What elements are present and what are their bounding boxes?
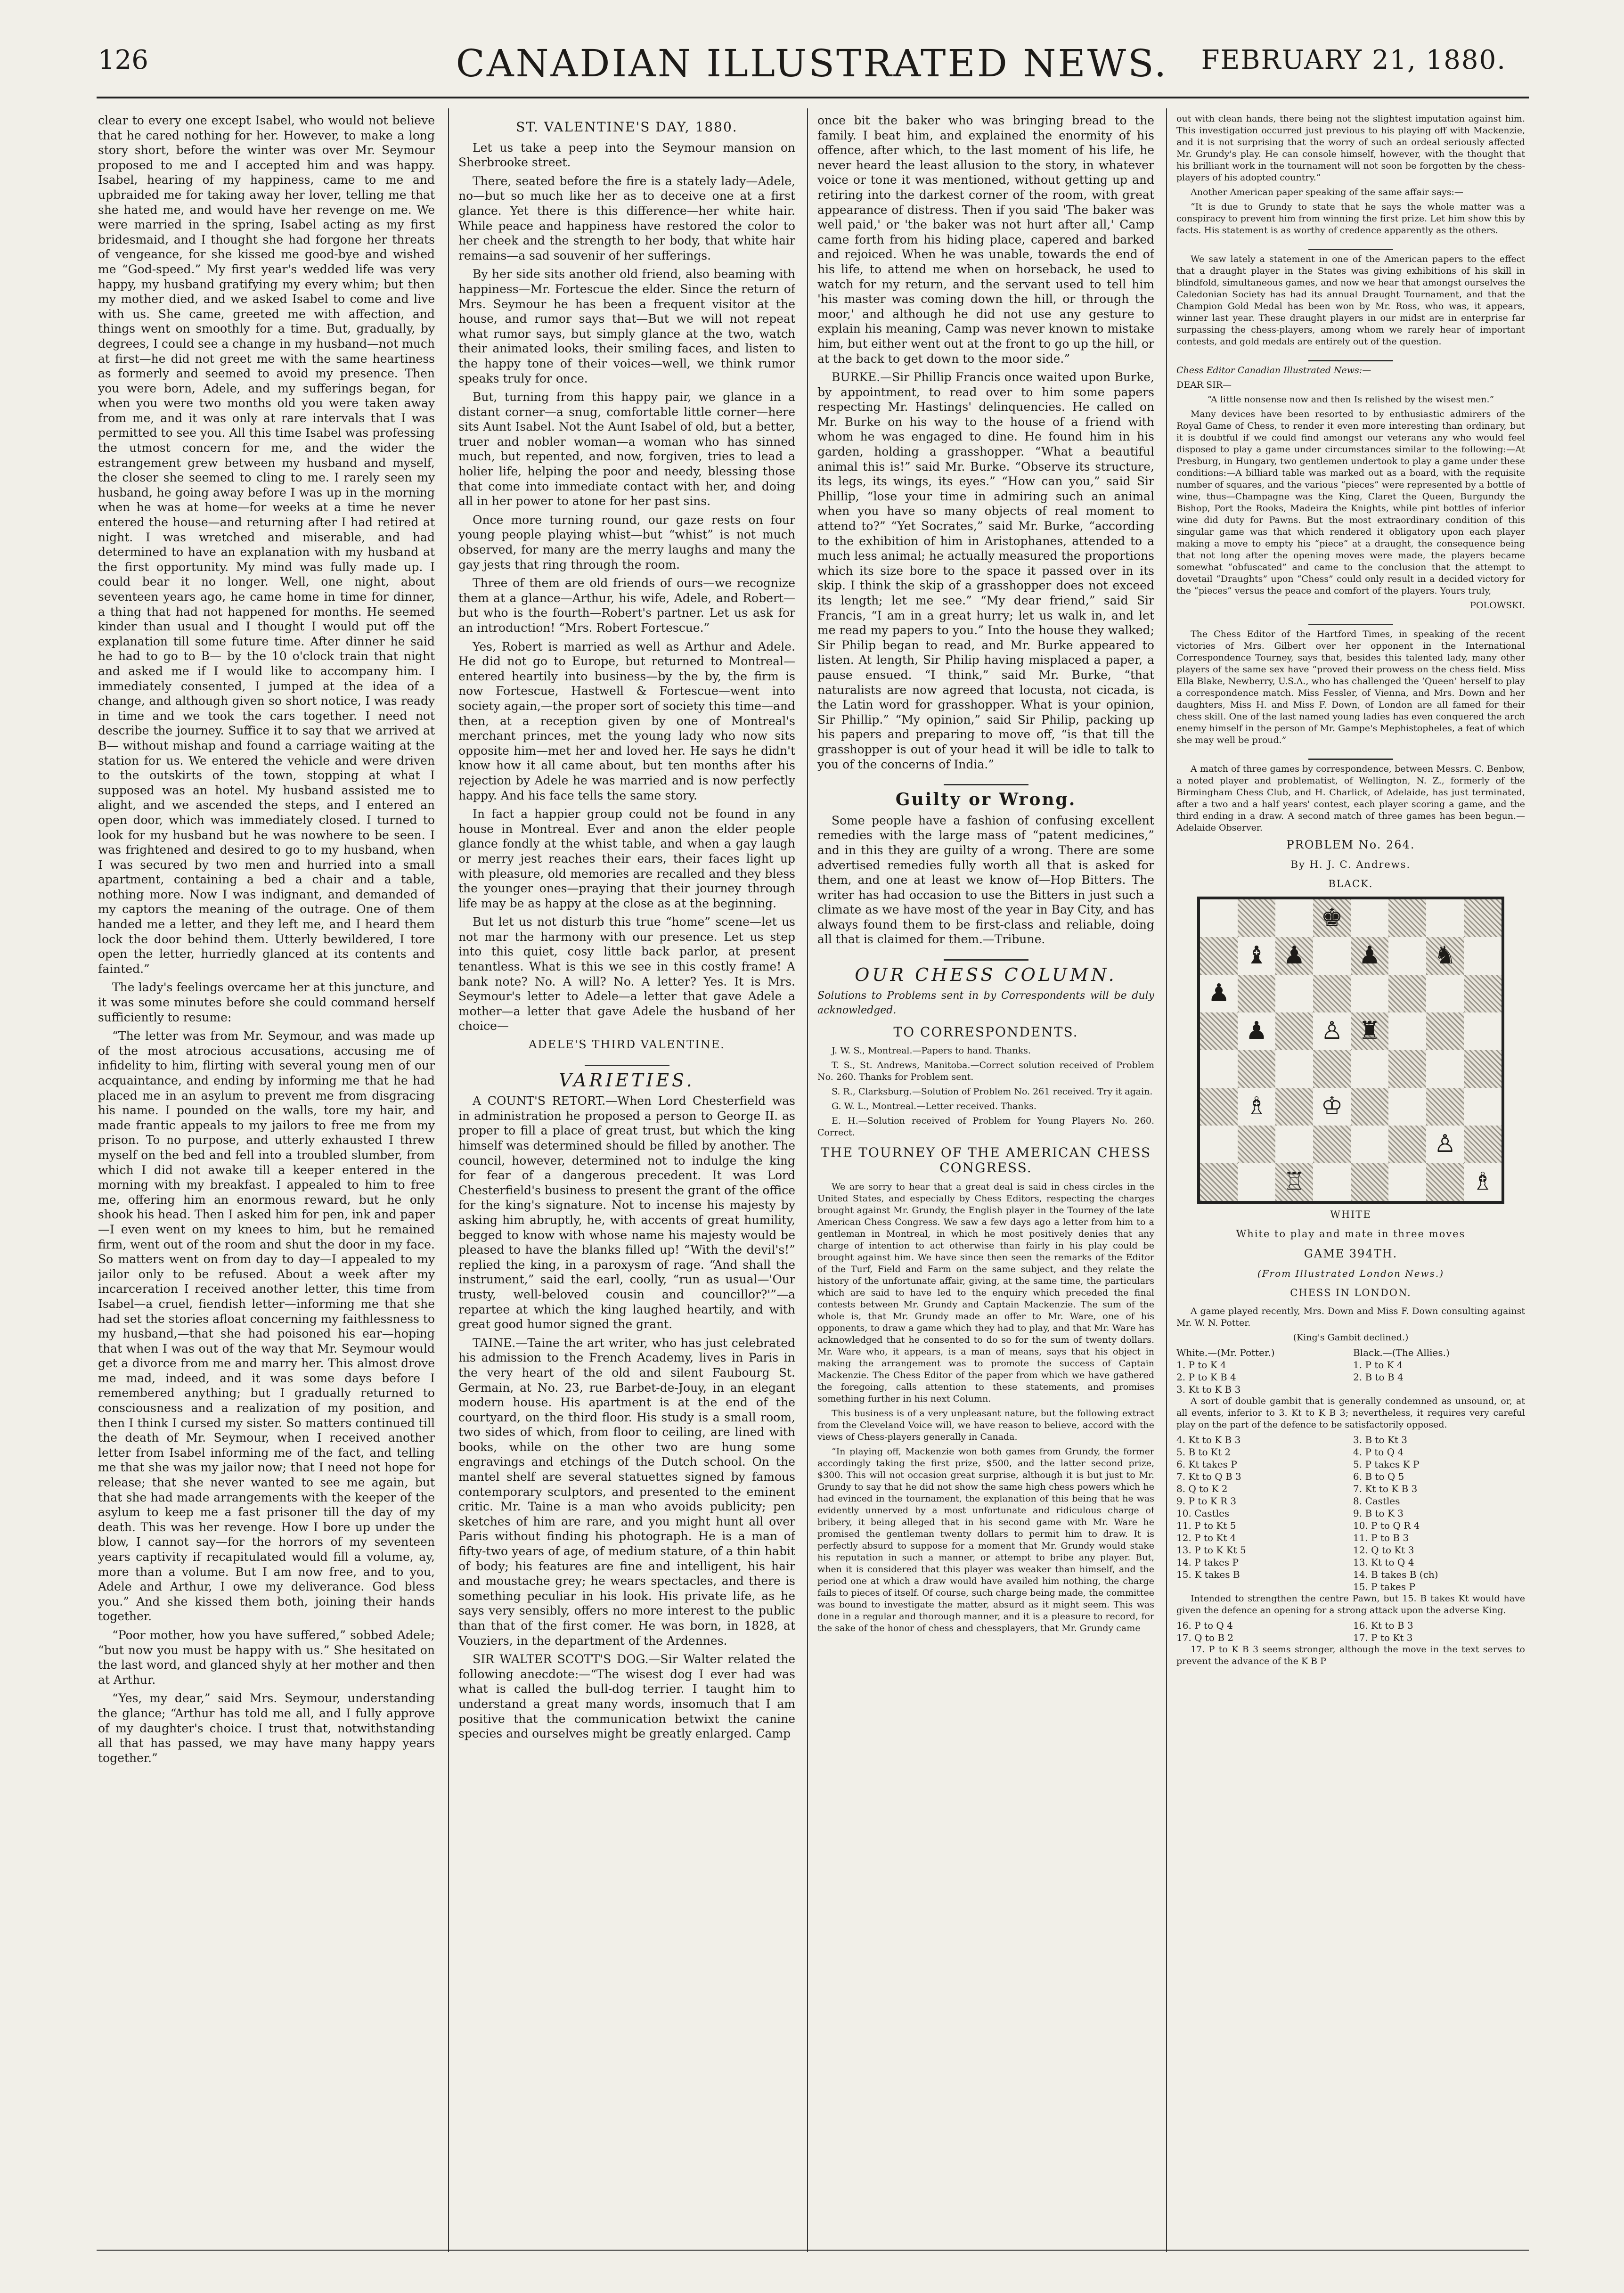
board-square: [1351, 1126, 1388, 1163]
tourney-paragraph: We are sorry to hear that a great deal is said in chess circles in the United States, and especially by Chess Editors, respecting the charges brought against Mr. Grundy, the English player in the Tourney of the late American Chess Congress. We saw a few days ago a letter from him to a gentleman in Montreal, in which he most positively denies that any charge of intention to act otherwise than fairly in his play could be brought against him. We have since then seen the remarks of the Editor of the Turf, Field and Farm on the same subject, and they relate the history of the unfortunate affair, giving, at the same time, the particulars which are said to have led to the enquiry which preceded the final contests between Mr. Grundy and Captain Mackenzie. The sum of the whole is, that Mr. Grundy made an offer to Mr. Ware, one of his opponents, to draw a game which they had to play, and that Mr. Ware has acknowledged that he consented to do so for the sum of twenty dollars. Mr. Ware who, it appears, is a man of means, says that his object in making the arrangement was to promote the success of Captain Mackenzie. The Chess Editor of the paper from which we have gathered the foregoing, calls attention to these statements, and promises something further in his next Column.: [817, 1181, 1154, 1404]
letter-quote: “A little nonsense now and then Is relished by the wisest men.”: [1207, 394, 1494, 405]
chess-piece-square: ♝: [1238, 937, 1275, 975]
column-4: [1176, 113, 1525, 2243]
ornament-divider: [817, 952, 1154, 959]
game-title: GAME 394TH.: [1304, 1247, 1398, 1260]
board-square: [1313, 1126, 1351, 1163]
ornament-divider: [817, 776, 1154, 784]
board-square: [1200, 1012, 1238, 1050]
story-paragraph: Yes, Robert is married as well as Arthur and Adele. He did not go to Europe, but returned to Montreal—entered heartily into business—by the by, the firm is now Fortescue, Hastwell & Fortescue—went into society again,—the proper sort of society this time—and then, at a reception given by one of Montreal's merchant princes, met the young lady who now sits opposite him—met her and loved her. He says he didn't know how it all came about, but ten months after his rejection by Adele he was married and is now perfectly happy. And his face tells the same story.: [458, 639, 795, 802]
white-move: 6. Kt takes P: [1176, 1458, 1237, 1470]
board-square: [1388, 975, 1426, 1012]
white-move: 15. K takes B: [1176, 1568, 1240, 1580]
white-move: 13. P to K Kt 5: [1176, 1544, 1246, 1556]
white-move: 7. Kt to Q B 3: [1176, 1470, 1241, 1482]
board-square: [1275, 1126, 1313, 1163]
letter-body: Many devices have been resorted to by enthusiastic admirers of the Royal Game of Chess, to render it even more interesting than ordinary, but it is doubtful if we could find amongst our veterans any who would feel disposed to play a game under circumstances similar to the following:—At Presburg, in Hungary, two gentlemen undertook to play a game under these conditions:—A billiard table was marked out as a board, with the requisite number of squares, and the various “pieces” were represented by a bottle of wine, thus—Champagne was the King, Claret the Queen, Burgundy the Bishop, Port the Rooks, Madeira the Knights, while pint bottles of inferior wine did duty for Pawns. But the most extraordinary condition of this singular game was that which rendered it obligatory upon each player making a move to empty his “piece” at a draught, the consequence being that not long after the opening moves were made, the players became somewhat “obfuscated” and came to the conclusion that the attempt to dovetail “Draughts” upon “Chess” could only result in a decided victory for the “pieces” versus the peace and comfort of the players. Yours truly,: [1176, 409, 1525, 596]
board-square: [1464, 937, 1502, 975]
story-paragraph: The lady's feelings overcame her at this juncture, and it was some minutes before she could command herself sufficiently to resume:: [98, 980, 435, 1024]
story-paragraph: Let us take a peep into the Seymour mansion on Sherbrooke street.: [458, 140, 795, 170]
chess-note: Solutions to Problems sent in by Correspondents will be duly acknowledged.: [817, 989, 1154, 1017]
chess-piece-square: ♟: [1351, 937, 1388, 975]
black-move: 3. B to Kt 3: [1353, 1434, 1407, 1445]
board-square: [1464, 975, 1502, 1012]
story-paragraph: BURKE.—Sir Phillip Francis once waited upon Burke, by appointment, to read over to him some papers respecting Mr. Hastings' delinquencies. He called on Mr. Burke on his way to the house of a friend with whom he was engaged to dine. He found him in his garden, holding a grasshopper. “What a beautiful animal this is!” said Mr. Burke. “Observe its structure, its legs, its wings, its eyes.” “How can you,” said Sir Phillip, “lose your time in admiring such an animal when you have so many objects of real moment to attend to?” “Yet Socrates,” said Mr. Burke, “according to the exhibition of him in Aristophanes, attended to a much less animal; he actually measured the proportions which its size bore to the space it passed over in its skip. I think the skip of a grasshopper does not exceed its length; let me see.” “My dear friend,” said Sir Francis, “I am in a great hurry; let us walk in, and let me read my papers to you.” Into the house they walked; Sir Philip began to read, and Mr. Burke appeared to listen. At length, Sir Philip having misplaced a paper, a pause ensued. “I think,” said Mr. Burke, “that naturalists are now agreed that locusta, not cicada, is the Latin word for grasshopper. What is your opinion, Sir Phillip.” “My opinion,” said Sir Philip, packing up his papers and preparing to move off, “is that till the grasshopper is out of your head it will be idle to talk to you of the concerns of India.”: [817, 370, 1154, 771]
board-square: [1426, 1012, 1464, 1050]
black-move: 15. P takes P: [1353, 1581, 1415, 1592]
chess-piece-square: ♜: [1351, 1012, 1388, 1050]
column-divider: [1166, 108, 1167, 2252]
chess-column-title: OUR CHESS COLUMN.: [855, 964, 1117, 986]
chess-diagram: [1176, 897, 1525, 1204]
board-square: [1275, 899, 1313, 937]
board-square: [1388, 937, 1426, 975]
black-move: 10. P to Q R 4: [1353, 1519, 1420, 1531]
hartford-paragraph: The Chess Editor of the Hartford Times, in speaking of the recent victories of Mrs. Gilbert over her opponent in the International Correspondence Tourney, says that, besides this talented lady, many other players of the same sex have “proved their prowess on the chess field. Miss Ella Blake, Newberry, U.S.A., who has challenged the ‘Queen’ herself to play a correspondence match. Miss Fessler, of Vienna, and Mrs. Down and her daughters, Miss H. and Miss F. Down, of London are all famed for their chess skill. One of the last named young ladies has even conquered the arch enemy himself in the person of Mr. Gampe's Mephistopheles, a feat of which she may well be proud.”: [1176, 629, 1525, 745]
white-move: 2. P to K B 4: [1176, 1371, 1236, 1383]
black-label: BLACK.: [1328, 878, 1373, 890]
board-square: [1464, 1012, 1502, 1050]
move-list: [1176, 1359, 1525, 1395]
chess-piece-square: ♚: [1313, 899, 1351, 937]
board-square: [1351, 899, 1388, 937]
board-square: [1275, 1088, 1313, 1126]
game-intro: A game played recently, Mrs. Down and Miss F. Down consulting against Mr. W. N. Potter.: [1176, 1306, 1525, 1328]
board-square: [1464, 1050, 1502, 1088]
board-square: [1388, 1126, 1426, 1163]
correspondent-item: T. S., St. Andrews, Manitoba.—Correct solution received of Problem No. 260. Thanks for Problem sent.: [817, 1060, 1154, 1083]
chess-paragraph: Another American paper speaking of the same affair says:—: [1191, 187, 1463, 197]
white-move: 3. Kt to K B 3: [1176, 1383, 1241, 1395]
board-square: [1200, 1126, 1238, 1163]
white-move: 8. Q to K 2: [1176, 1483, 1228, 1494]
column-2: [458, 113, 795, 2243]
chess-board: [1197, 897, 1504, 1204]
problem-author: By H. J. C. Andrews.: [1290, 858, 1411, 870]
board-square: [1426, 1088, 1464, 1126]
correspondent-item: J. W. S., Montreal.—Papers to hand. Thanks.: [832, 1045, 1031, 1056]
black-move: 11. P to B 3: [1353, 1532, 1409, 1543]
masthead-title: CANADIAN ILLUSTRATED NEWS.: [456, 41, 1168, 85]
board-square: [1275, 1012, 1313, 1050]
board-square: [1275, 1050, 1313, 1088]
board-square: [1238, 1163, 1275, 1201]
board-square: [1351, 1088, 1388, 1126]
section-title: ST. VALENTINE'S DAY, 1880.: [516, 119, 738, 135]
guilty-title: Guilty or Wrong.: [895, 790, 1077, 810]
black-player-header: Black.—(The Allies.): [1353, 1346, 1450, 1358]
board-square: [1388, 1050, 1426, 1088]
footer-rule: [97, 2250, 1529, 2251]
board-square: [1313, 1163, 1351, 1201]
ornament-divider: [1176, 751, 1525, 759]
tourney-paragraph: “In playing off, Mackenzie won both games from Grundy, the former accordingly taking the first prize, $500, and the latter second prize, $300. This will not occasion great surprise, although it is but just to Mr. Grundy to say that he did not show the same high chess powers which he had evinced in the tournament, the explanation of this being that he was evidently unnerved by a most unfortunate and ridiculous charge of bribery, it being alleged that in his second game with Mr. Ware he promised the gentleman twenty dollars to permit him to draw. It is perfectly absurd to suppose for a moment that Mr. Grundy would stake his reputation in such a manner, or attempt to bribe any player. But, when it is considered that this player was weaker than himself, and the period one at which a draw would have availed him nothing, the charge fails to pieces of itself. Of course, such charge being made, the committee was bound to investigate the matter, absurd as it might seem. This was done in a regular and thorough manner, and it is a pleasure to record, for the sake of the honor of chess and chessplayers, that Mr. Grundy came: [817, 1446, 1154, 1633]
move-annotation: 17. P to K B 3 seems stronger, although the move in the text serves to prevent the advance of the K B P: [1176, 1644, 1525, 1666]
column-divider: [807, 108, 808, 2252]
game-source: (From Illustrated London News.): [1257, 1267, 1444, 1279]
board-square: [1426, 899, 1464, 937]
varieties-title: VARIETIES.: [559, 1069, 695, 1091]
story-paragraph: By her side sits another old friend, also beaming with happiness—Mr. Fortescue the elder. Since the return of Mrs. Seymour he has been a frequent visitor at the house, and rumor says that—But we will not repeat what rumor says, but simply glance at the two, watch their animated looks, their smiling faces, and listen to the happy tone of their voices—well, we think rumor speaks truly for once.: [458, 267, 795, 385]
white-move: 5. B to Kt 2: [1176, 1446, 1231, 1458]
black-move: 6. B to Q 5: [1353, 1470, 1404, 1482]
chess-paragraph: out with clean hands, there being not the slightest imputation against him. This investigation occurred just previous to his playing off with Mackenzie, and it is not surprising that the worry of such an ordeal seriously affected Mr. Grundy's play. He can console himself, however, with the thought that his brilliant work in the tournament will not soon be forgotten by the chess-players of his adopted country.”: [1176, 114, 1525, 183]
board-square: [1313, 937, 1351, 975]
black-move: 13. Kt to Q 4: [1353, 1556, 1414, 1568]
chess-paragraph: We saw lately a statement in one of the American papers to the effect that a draught player in the States was giving exhibitions of his skill in blindfold, simultaneous games, and now we hear that amongst ourselves the Caledonian Society has had its annual Draught Tournament, and that the Champion Gold Medal has been won by Mr. Ross, who was, it appears, winner last year. These draught players in our midst are in enterprise far surpassing the chess-players, among whom we rarely hear of important contests, and gold medals are entirely out of the question.: [1176, 254, 1525, 347]
letter-salutation: DEAR SIR—: [1176, 380, 1232, 390]
board-square: [1426, 975, 1464, 1012]
white-move: 17. Q to B 2: [1176, 1632, 1234, 1643]
tourney-paragraph: This business is of a very unpleasant nature, but the following extract from the Cleveland Voice will, we have reason to believe, accord with the views of Chess-players generally in Canada.: [817, 1408, 1154, 1442]
issue-date: FEBRUARY 21, 1880.: [1201, 45, 1506, 75]
board-square: [1388, 899, 1426, 937]
white-player-header: White.—(Mr. Potter.): [1176, 1346, 1275, 1358]
letter-signature: POLOWSKI.: [1470, 600, 1525, 611]
chess-paragraph: “It is due to Grundy to state that he says the whole matter was a conspiracy to prevent him from winning the first prize. Let him show this by facts. His statement is as worthy of credence apparently as the others.: [1176, 202, 1525, 236]
board-square: [1351, 975, 1388, 1012]
chess-piece-square: ♙: [1313, 1012, 1351, 1050]
black-move: 2. B to B 4: [1353, 1371, 1404, 1383]
correspondent-item: G. W. L., Montreal.—Letter received. Thanks.: [832, 1101, 1036, 1112]
black-move: 4. P to Q 4: [1353, 1446, 1404, 1458]
black-move: 1. P to K 4: [1353, 1359, 1403, 1371]
problem-title: PROBLEM No. 264.: [1286, 838, 1415, 851]
page-number: 126: [98, 45, 148, 75]
column-1: [98, 113, 435, 2243]
chess-piece-square: ♟: [1238, 1012, 1275, 1050]
white-move: 12. P to Kt 4: [1176, 1532, 1236, 1543]
chess-piece-square: ♔: [1313, 1088, 1351, 1126]
board-square: [1426, 1050, 1464, 1088]
chess-piece-square: ♞: [1426, 937, 1464, 975]
ornament-divider: [1176, 616, 1525, 624]
board-square: [1275, 975, 1313, 1012]
board-square: [1388, 1012, 1426, 1050]
board-square: [1238, 899, 1275, 937]
header-rule: [97, 97, 1529, 98]
correspondents-title: TO CORRESPONDENTS.: [893, 1024, 1078, 1040]
board-square: [1464, 1088, 1502, 1126]
variety-item: A COUNT'S RETORT.—When Lord Chesterfield was in administration he proposed a person to George II. as proper to fill a place of great trust, but which the king himself was determined should be filled by another. The council, however, determined not to indulge the king for fear of a dangerous precedent. It was Lord Chesterfield's business to present the grant of the office for the king's signature. Not to incense his majesty by asking him abruptly, he, with accents of great humility, begged to know with whose name his majesty would be pleased to have the blanks filled up! “With the devil's!” replied the king, in a paroxysm of rage. “And shall the instrument,” said the earl, coolly, “run as usual—'Our trusty, well-beloved cousin and councillor?'”—a repartee at which the king laughed heartily, and with great good humor signed the grant.: [458, 1094, 795, 1331]
white-label: WHITE: [1330, 1208, 1371, 1220]
board-square: [1238, 1126, 1275, 1163]
board-square: [1200, 1050, 1238, 1088]
tourney-title: THE TOURNEY OF THE AMERICAN CHESS CONGRESS.: [820, 1145, 1151, 1176]
story-paragraph: Once more turning round, our gaze rests on four young people playing whist—but “whist” is not much observed, for many are the merry laughs and many the gay jests that ring through the room.: [458, 513, 795, 571]
black-move: 14. B takes B (ch): [1353, 1568, 1438, 1580]
ornament-divider: [1176, 241, 1525, 249]
board-square: [1200, 1088, 1238, 1126]
ornament-divider: [1176, 352, 1525, 360]
white-move: 14. P takes P: [1176, 1556, 1239, 1568]
letter-heading: Chess Editor Canadian Illustrated News:—: [1176, 365, 1371, 375]
match-paragraph: A match of three games by correspondence, between Messrs. C. Benbow, a noted player and problematist, of Wellington, N. Z., formerly of the Birmingham Chess Club, and H. Charlick, of Adelaide, has just terminated, after a two and a half years' contest, each player scoring a game, and the third ending in a draw. A second match of three games has been begun.—Adelaide Observer.: [1176, 764, 1525, 833]
white-move: 9. P to K R 3: [1176, 1495, 1237, 1507]
board-square: [1238, 1050, 1275, 1088]
move-annotation: A sort of double gambit that is generally condemned as unsound, or, at all events, inferior to 3. Kt to K B 3; nevertheless, it requires very careful play on the part of the defence to be satisfactorily opposed.: [1176, 1395, 1525, 1430]
board-square: [1464, 899, 1502, 937]
game-opening: (King's Gambit declined.): [1293, 1332, 1409, 1343]
moves-header: [1176, 1346, 1525, 1359]
board-square: [1426, 1163, 1464, 1201]
chess-piece-square: ♙: [1426, 1126, 1464, 1163]
story-paragraph: once bit the baker who was bringing bread to the family. I beat him, and explained the enormity of his offence, after which, to the last moment of his life, he never heard the least allusion to the story, in whatever voice or tone it was mentioned, without getting up and retiring into the darkest corner of the room, with great appearance of distress. Then if you said 'The baker was well paid,' or 'the baker was not hurt after all,' Camp came forth from his hiding place, capered and barked and rejoiced. When he was unable, towards the end of his life, to attend me when on horseback, he used to watch for my return, and the servant used to tell him 'his master was coming down the hill, or through the moor,' and although he did not use any gesture to explain his meaning, Camp was never known to mistake him, but either went out at the front to go up the hill, or at the back to get down to the moor side.”: [817, 114, 1154, 366]
move-list: [1176, 1619, 1525, 1644]
board-square: [1200, 899, 1238, 937]
board-square: [1351, 1050, 1388, 1088]
chess-piece-square: ♗: [1238, 1088, 1275, 1126]
board-square: [1313, 975, 1351, 1012]
board-square: [1313, 1050, 1351, 1088]
move-list: [1176, 1434, 1525, 1593]
column-3: [817, 113, 1154, 2243]
story-signature: ADELE'S THIRD VALENTINE.: [529, 1038, 725, 1052]
variety-item: TAINE.—Taine the art writer, who has just celebrated his admission to the French Academy, lives in Paris in the very heart of the old and silent Faubourg St. Germain, at No. 23, rue Barbet-de-Jouy, in an elegant modern house. His apartment is at the end of the courtyard, on the third floor. His study is a small room, two sides of which, from floor to ceiling, are lined with books, while on the other two are hung some engravings and etchings of the Dutch school. On the mantel shelf are several statuettes signed by famous contemporary sculptors, and presented to the eminent critic. Mr. Taine is a man who avoids publicity; pen sketches of him are rare, and you might hunt all over Paris without finding his photograph. He is a man of fifty-two years of age, of medium stature, of a thin habit of body; his features are fine and intelligent, his hair and moustache grey; he wears spectacles, and there is something peculiar in his look. His private life, as he says very sensibly, offers no more interest to the public than that of the first comer. He was born, in 1828, at Vouziers, in the department of the Ardennes.: [458, 1336, 795, 1648]
black-move: 12. Q to Kt 3: [1353, 1544, 1414, 1556]
white-move: 10. Castles: [1176, 1507, 1230, 1519]
variety-item: SIR WALTER SCOTT'S DOG.—Sir Walter related the following anecdote:—“The wisest dog I ever had was what is called the bull-dog terrier. I taught him to understand a great many words, insomuch that I am positive that the communication betwixt the canine species and ourselves might be greatly enlarged. Camp: [458, 1652, 795, 1741]
chess-piece-square: ♖: [1275, 1163, 1313, 1201]
chess-piece-square: ♗: [1464, 1163, 1502, 1201]
white-move: 11. P to Kt 5: [1176, 1519, 1236, 1531]
board-square: [1351, 1163, 1388, 1201]
column-divider: [448, 108, 449, 2252]
board-square: [1200, 1163, 1238, 1201]
chess-piece-square: ♟: [1275, 937, 1313, 975]
board-square: [1238, 975, 1275, 1012]
story-paragraph: In fact a happier group could not be found in any house in Montreal. Ever and anon the elder people glance fondly at the whist table, and when a gay laugh or merry jest reaches their ears, their faces light up with pleasure, old memories are recalled and they bless the younger ones—praying that their journey through life may be as happy at the close as at the beginning.: [458, 807, 795, 910]
black-move: 16. Kt to B 3: [1353, 1619, 1413, 1631]
game-place: CHESS IN LONDON.: [1290, 1287, 1412, 1299]
white-move: 1. P to K 4: [1176, 1359, 1226, 1371]
black-move: 8. Castles: [1353, 1495, 1400, 1507]
white-move: 16. P to Q 4: [1176, 1619, 1233, 1631]
black-move: 5. P takes K P: [1353, 1458, 1420, 1470]
story-paragraph: But let us not disturb this true “home” scene—let us not mar the harmony with our presence. Let us step into this quiet, cosy little back parlor, at present tenantless. What is this we see in this costly frame! A bank note? No. A will? No. A letter? Yes. It is Mrs. Seymour's letter to Adele—a letter that gave Adele a mother—a letter that gave Adele the husband of her choice—: [458, 915, 795, 1033]
board-square: [1200, 937, 1238, 975]
white-move: [1176, 1581, 1348, 1593]
move-annotation: Intended to strengthen the centre Pawn, but 15. B takes Kt would have given the defence an opening for a strong attack upon the adverse King.: [1176, 1593, 1525, 1616]
story-paragraph: “Poor mother, how you have suffered,” sobbed Adele; “but now you must be happy with us.” She hesitated on the last word, and glanced shyly at her mother and then at Arthur.: [98, 1628, 435, 1687]
story-paragraph: “The letter was from Mr. Seymour, and was made up of the most atrocious accusations, accusing me of infidelity to him, flirting with several young men of our acquaintance, and ending by informing me that he had placed me in an asylum to prevent me from disgracing his name. I pounded on the walls, tore my hair, and made frantic appeals to my jailors to free me from my prison. To no purpose, and utterly exhausted I threw myself on the bed and fell into a troubled slumber, from which I did not awake till a keeper entered in the morning with my breakfast. I appealed to him to free me, offering him an enormous reward, but he only shook his head. Then I asked him for pen, ink and paper—I even went on my knees to him, but he remained firm, went out of the room and shut the door in my face. So matters went on from day to day—I appealed to my jailor only to be refused. About a week after my incarceration I received another letter, this time from Isabel—a cruel, fiendish letter—informing me that she had set the stories afloat concerning my faithlessness to my husband,—that she had poisoned his ear—hoping that when I was out of the way that Mr. Seymour would get a divorce from me and marry her. This almost drove me mad, indeed, and it was some days before I remembered anything; but I gradually returned to consciousness and a realization of my position, and then I think I cursed my sister. So matters continued till the death of Mr. Seymour, when I received another letter from Isabel informing me of the fact, and telling me that she was my jailor now; that I need not hope for release; that she never wanted to see me again, but that she had made arrangements with the keeper of the asylum to keep me a fast prisoner till the day of my death. This was her revenge. How I bore up under the blow, I cannot say—for the horrors of my seventeen years captivity if recapitulated would fill a volume, ay, more than a volume. But I am now free, and to you, Adele and Arthur, I owe my deliverance. God bless you.” And she kissed them both, joining their hands together.: [98, 1029, 435, 1624]
black-move: [1353, 1383, 1525, 1395]
story-paragraph: There, seated before the fire is a stately lady—Adele, no—but so much like her as to deceive one at a first glance. Yet there is this difference—her white hair. While peace and happiness have restored the color to her cheek and the strength to her body, that white hair remains—a sad souvenir of her sufferings.: [458, 174, 795, 262]
board-square: [1388, 1088, 1426, 1126]
story-paragraph: But, turning from this happy pair, we glance in a distant corner—a snug, comfortable little corner—here sits Aunt Isabel. Not the Aunt Isabel of old, but a better, truer and nobler woman—a woman who has sinned much, but repented, and now, forgiven, tries to lead a holier life, helping the poor and needy, blessing those that come into immediate contact with her, and doing all in her power to atone for her past sins.: [458, 390, 795, 508]
correspondent-item: S. R., Clarksburg.—Solution of Problem No. 261 received. Try it again.: [832, 1086, 1153, 1097]
board-square: [1388, 1163, 1426, 1201]
white-move: 4. Kt to K B 3: [1176, 1434, 1241, 1445]
black-move: 9. B to K 3: [1353, 1507, 1404, 1519]
problem-caption: White to play and mate in three moves: [1236, 1228, 1466, 1240]
ornament-divider: [458, 1057, 795, 1065]
story-paragraph: Three of them are old friends of ours—we recognize them at a glance—Arthur, his wife, Adele, and Robert—but who is the fourth—Robert's partner. Let us ask for an introduction! “Mrs. Robert Fortescue.”: [458, 576, 795, 635]
guilty-paragraph: Some people have a fashion of confusing excellent remedies with the large mass of “patent medicines,” and in this they are guilty of a wrong. There are some advertised remedies fully worth all that is asked for them, and one at least we know of—Hop Bitters. The writer has had occasion to use the Bitters in just such a climate as we have most of the year in Bay City, and has always found them to be first-class and reliable, doing all that is claimed for them.—Tribune.: [817, 813, 1154, 947]
board-square: [1464, 1126, 1502, 1163]
chess-piece-square: ♟: [1200, 975, 1238, 1012]
correspondent-item: E. H.—Solution received of Problem for Young Players No. 260. Correct.: [817, 1116, 1154, 1138]
black-move: 7. Kt to K B 3: [1353, 1483, 1418, 1494]
black-move: 17. P to Kt 3: [1353, 1632, 1413, 1643]
story-paragraph: clear to every one except Isabel, who would not believe that he cared nothing for her. However, to make a long story short, before the winter was over Mr. Seymour proposed to me and I accepted him and was happy. Isabel, hearing of my happiness, came to me and upbraided me for taking away her lover, telling me that she hated me, and would have her revenge on me. We were married in the spring, Isabel acting as my first bridesmaid, and I thought she had forgone her threats of vengeance, for she kissed me good-bye and wished me “God-speed.” My first year's wedded life was very happy, my husband gratifying my every whim; but then my mother died, and we asked Isabel to come and live with us. She came, greeted me with affection, and things went on smoothly for a time. But, gradually, by degrees, I could see a change in my husband—not much at first—he did not greet me with the same heartiness as formerly and seemed to avoid my presence. Then you were born, Adele, and my sufferings began, for when you were two months old you were taken away from me, and it was only at rare intervals that I was permitted to see you. All this time Isabel was professing the utmost concern for me, and the wider the estrangement grew between my husband and myself, the closer she seemed to cling to me. I rarely seen my husband, he going away before I was up in the morning when he was at home—for weeks at a time he never entered the house—and returning after I had retired at night. I was wretched and miserable, and had determined to have an explanation with my husband at the first opportunity. My mind was fully made up. I could bear it no longer. Well, one night, about seventeen years ago, he came home in time for dinner, a thing that had not happened for months. He seemed kinder than usual and I thought I would put off the explanation till some future time. After dinner he said he had to go to B— by the 10 o'clock train that night and asked me if I would like to accompany him. I immediately consented, I jumped at the idea of a change, and although given so short notice, I was ready in time and we took the cars together. I need not describe the journey. Suffice it to say that we arrived at B— without mishap and found a carriage waiting at the station for us. We entered the vehicle and were driven to the outskirts of the town, stopping at what I supposed was an hotel. My husband assisted me to alight, and we ascended the steps, and I entered an open door, which was immediately closed. I turned to look for my husband but he was nowhere to be seen. I was frightened and desired to go to my husband, when I was secured by two men and hurried into a small apartment, containing a bed a chair and a table, nothing more. Now I was indignant, and demanded of my captors the meaning of the outrage. One of them handed me a letter, and they left me, and I heard them lock the door behind them. Utterly bewildered, I tore open the letter, hurriedly glanced at its contents and fainted.”: [98, 114, 435, 976]
story-paragraph: “Yes, my dear,” said Mrs. Seymour, understanding the glance; “Arthur has told me all, and I fully approve of my daughter's choice. I trust that, notwithstanding all that has passed, we may have many happy years together.”: [98, 1691, 435, 1765]
